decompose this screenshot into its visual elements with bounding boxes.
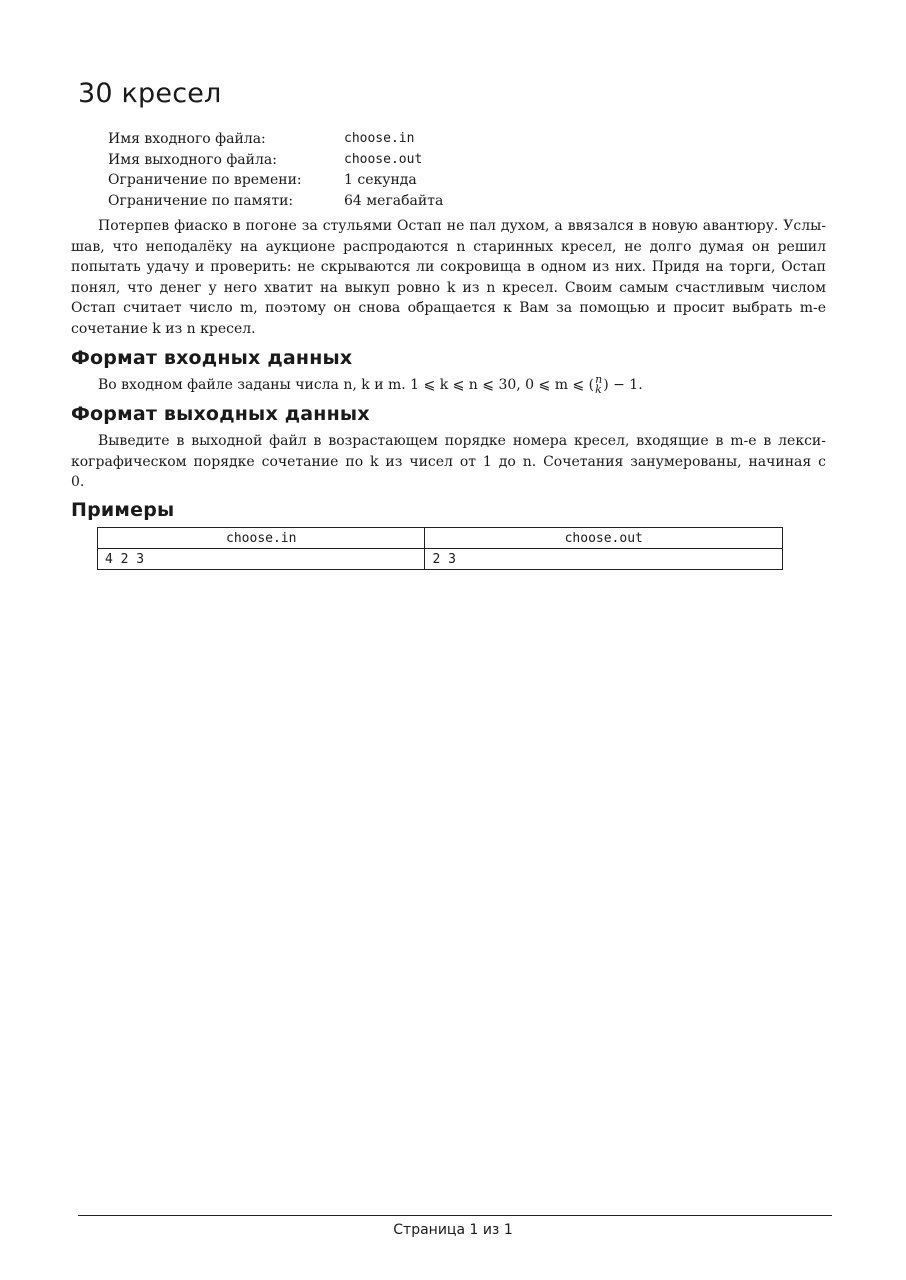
input-format-heading: Формат входных данных xyxy=(71,347,353,369)
problem-limits xyxy=(108,129,443,211)
examples-table xyxy=(97,527,783,570)
output-format-heading: Формат выходных данных xyxy=(71,403,370,425)
limit-value: choose.in xyxy=(344,131,415,146)
statement-line: Потерпев фиаско в погоне за стульями Остап не пал духом, а ввязался в новую авантюру. Услы- xyxy=(98,218,826,234)
limit-label: Имя выходного файла: xyxy=(108,151,277,168)
binom-top: n xyxy=(595,373,603,386)
input-format-line: Во входном файле заданы числа n, k и m. 1 ⩽ k ⩽ n ⩽ 30, 0 ⩽ m ⩽ ( n k ) − 1. xyxy=(98,373,643,396)
output-format-line: Выведите в выходной файл в возрастающем порядке номера кресел, входящие в m-е в лекси- xyxy=(98,433,826,449)
limit-row xyxy=(108,129,443,150)
limit-label: Ограничение по времени: xyxy=(108,172,302,189)
limit-value: 64 мегабайта xyxy=(344,192,444,209)
problem-title: 30 кресел xyxy=(78,78,222,109)
limit-label: Ограничение по памяти: xyxy=(108,192,294,209)
statement-line: понял, что денег у него хватит на выкуп ровно k из n кресел. Своим самым счастливым числом xyxy=(71,279,826,296)
table-row xyxy=(98,549,783,570)
output-format-text xyxy=(71,431,826,493)
input-format-prefix: Во входном файле заданы числа n, k и m. 1 ⩽ k ⩽ n ⩽ 30, 0 ⩽ m ⩽ xyxy=(98,377,585,393)
output-format-line: кографическом порядке сочетание по k из чисел от 1 до n. Сочетания занумерованы, начиная с xyxy=(71,453,826,470)
column-header-input: choose.in xyxy=(98,528,425,549)
limit-row xyxy=(108,150,443,171)
statement-paragraph xyxy=(71,216,826,340)
example-output: 2 3 xyxy=(425,549,783,570)
footer-divider xyxy=(78,1215,832,1216)
example-input: 4 2 3 xyxy=(98,549,425,570)
column-header-output: choose.out xyxy=(425,528,783,549)
limit-row xyxy=(108,170,443,191)
statement-line: сочетание k из n кресел. xyxy=(71,320,256,337)
input-format-suffix: − 1. xyxy=(613,377,643,393)
statement-line: попытать удачу и проверить: не скрываются ли сокровища в одном из них. Придя на торги, Остап xyxy=(71,259,826,276)
examples-heading: Примеры xyxy=(71,499,175,521)
output-format-line: 0. xyxy=(71,474,85,491)
page-footer: Страница 1 из 1 xyxy=(393,1222,513,1238)
limit-value: 1 секунда xyxy=(344,172,417,189)
limit-row xyxy=(108,191,443,212)
binom-bottom: k xyxy=(595,383,602,396)
statement-line: шав, что неподалёку на аукционе распродаются n старинных кресел, не долго думая он решил xyxy=(71,238,826,255)
limit-value: choose.out xyxy=(344,151,423,167)
examples-header-row xyxy=(98,528,783,549)
input-format-text xyxy=(71,375,826,396)
binomial xyxy=(595,375,602,395)
statement-line: Остап считает число m, поэтому он снова обращается к Вам за помощью и просит выбрать m-е xyxy=(71,300,826,317)
limit-label: Имя входного файла: xyxy=(108,131,266,147)
